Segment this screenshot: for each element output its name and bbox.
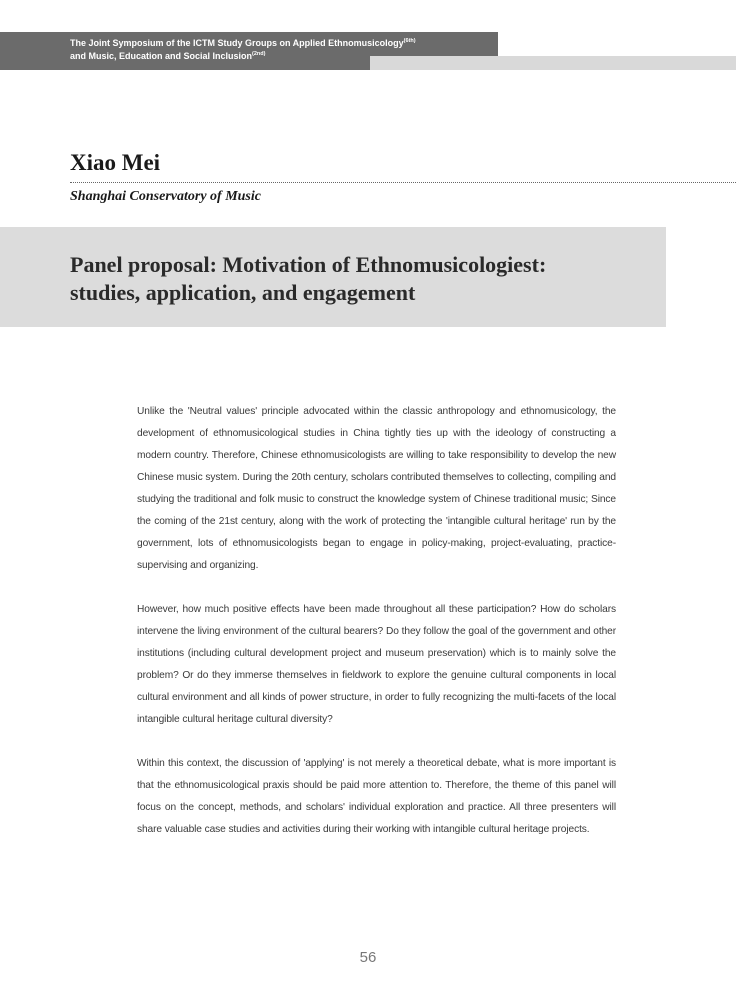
paper-title-line-2: studies, application, and engagement (70, 280, 416, 305)
running-header-line-1: The Joint Symposium of the ICTM Study Groups on Applied Ethnomusicology$^{(6th)}$ (70, 38, 416, 48)
running-header (70, 37, 490, 63)
abstract-paragraph: Within this context, the discussion of 'applying' is not merely a theoretical debate, what is more important is that the ethnomusicological praxis should be paid more attention to. Therefore, the theme of this panel will focus on the concept, methods, and scholars' individual exploration and practice. All three presenters will share valuable case studies and activities during their working with intangible cultural heritage projects. (137, 758, 616, 835)
paper-title-line-1: Panel proposal: Motivation of Ethnomusicologiest: (70, 252, 547, 277)
author-name: Xiao Mei (70, 150, 161, 175)
running-header-line-2: and Music, Education and Social Inclusion$^{(2nd)}$ (70, 51, 266, 61)
abstract-body (137, 401, 616, 863)
page-number: 56 (359, 949, 377, 966)
abstract-paragraph: Unlike the 'Neutral values' principle advocated within the classic anthropology and ethnomusicology, the development of ethnomusicological studies in China tightly ties up with the ideology of constructing a modern country. Therefore, Chinese ethnomusicologists are willing to take responsibility to develop the new Chinese music system. During the 20th century, scholars contributed themselves to collecting, compiling and studying the traditional and folk music to construct the knowledge system of Chinese traditional music; Since the coming of the 21st century, along with the work of protecting the 'intangible cultural heritage' run by the government, lots of ethnomusicologists began to engage in policy-making, project-evaluating, practice-supervising and organizing. (137, 406, 616, 571)
paper-title (70, 251, 650, 307)
edition-superscript: (2nd) (252, 51, 266, 57)
abstract-paragraph: However, how much positive effects have been made throughout all these participation? How do scholars intervene the living environment of the cultural bearers? Do they follow the goal of the government and other institutions (including cultural development project and museum preservation) which is to mainly solve the problem? Or do they immerse themselves in fieldwork to explore the genuine cultural components in local cultural environment and all kinds of power structure, in order to fully recognizing the multi-facets of the local intangible cultural heritage cultural diversity? (137, 604, 616, 725)
edition-superscript: (6th) (403, 38, 416, 44)
author-affiliation: Shanghai Conservatory of Music (70, 189, 261, 204)
dotted-divider (70, 182, 736, 183)
